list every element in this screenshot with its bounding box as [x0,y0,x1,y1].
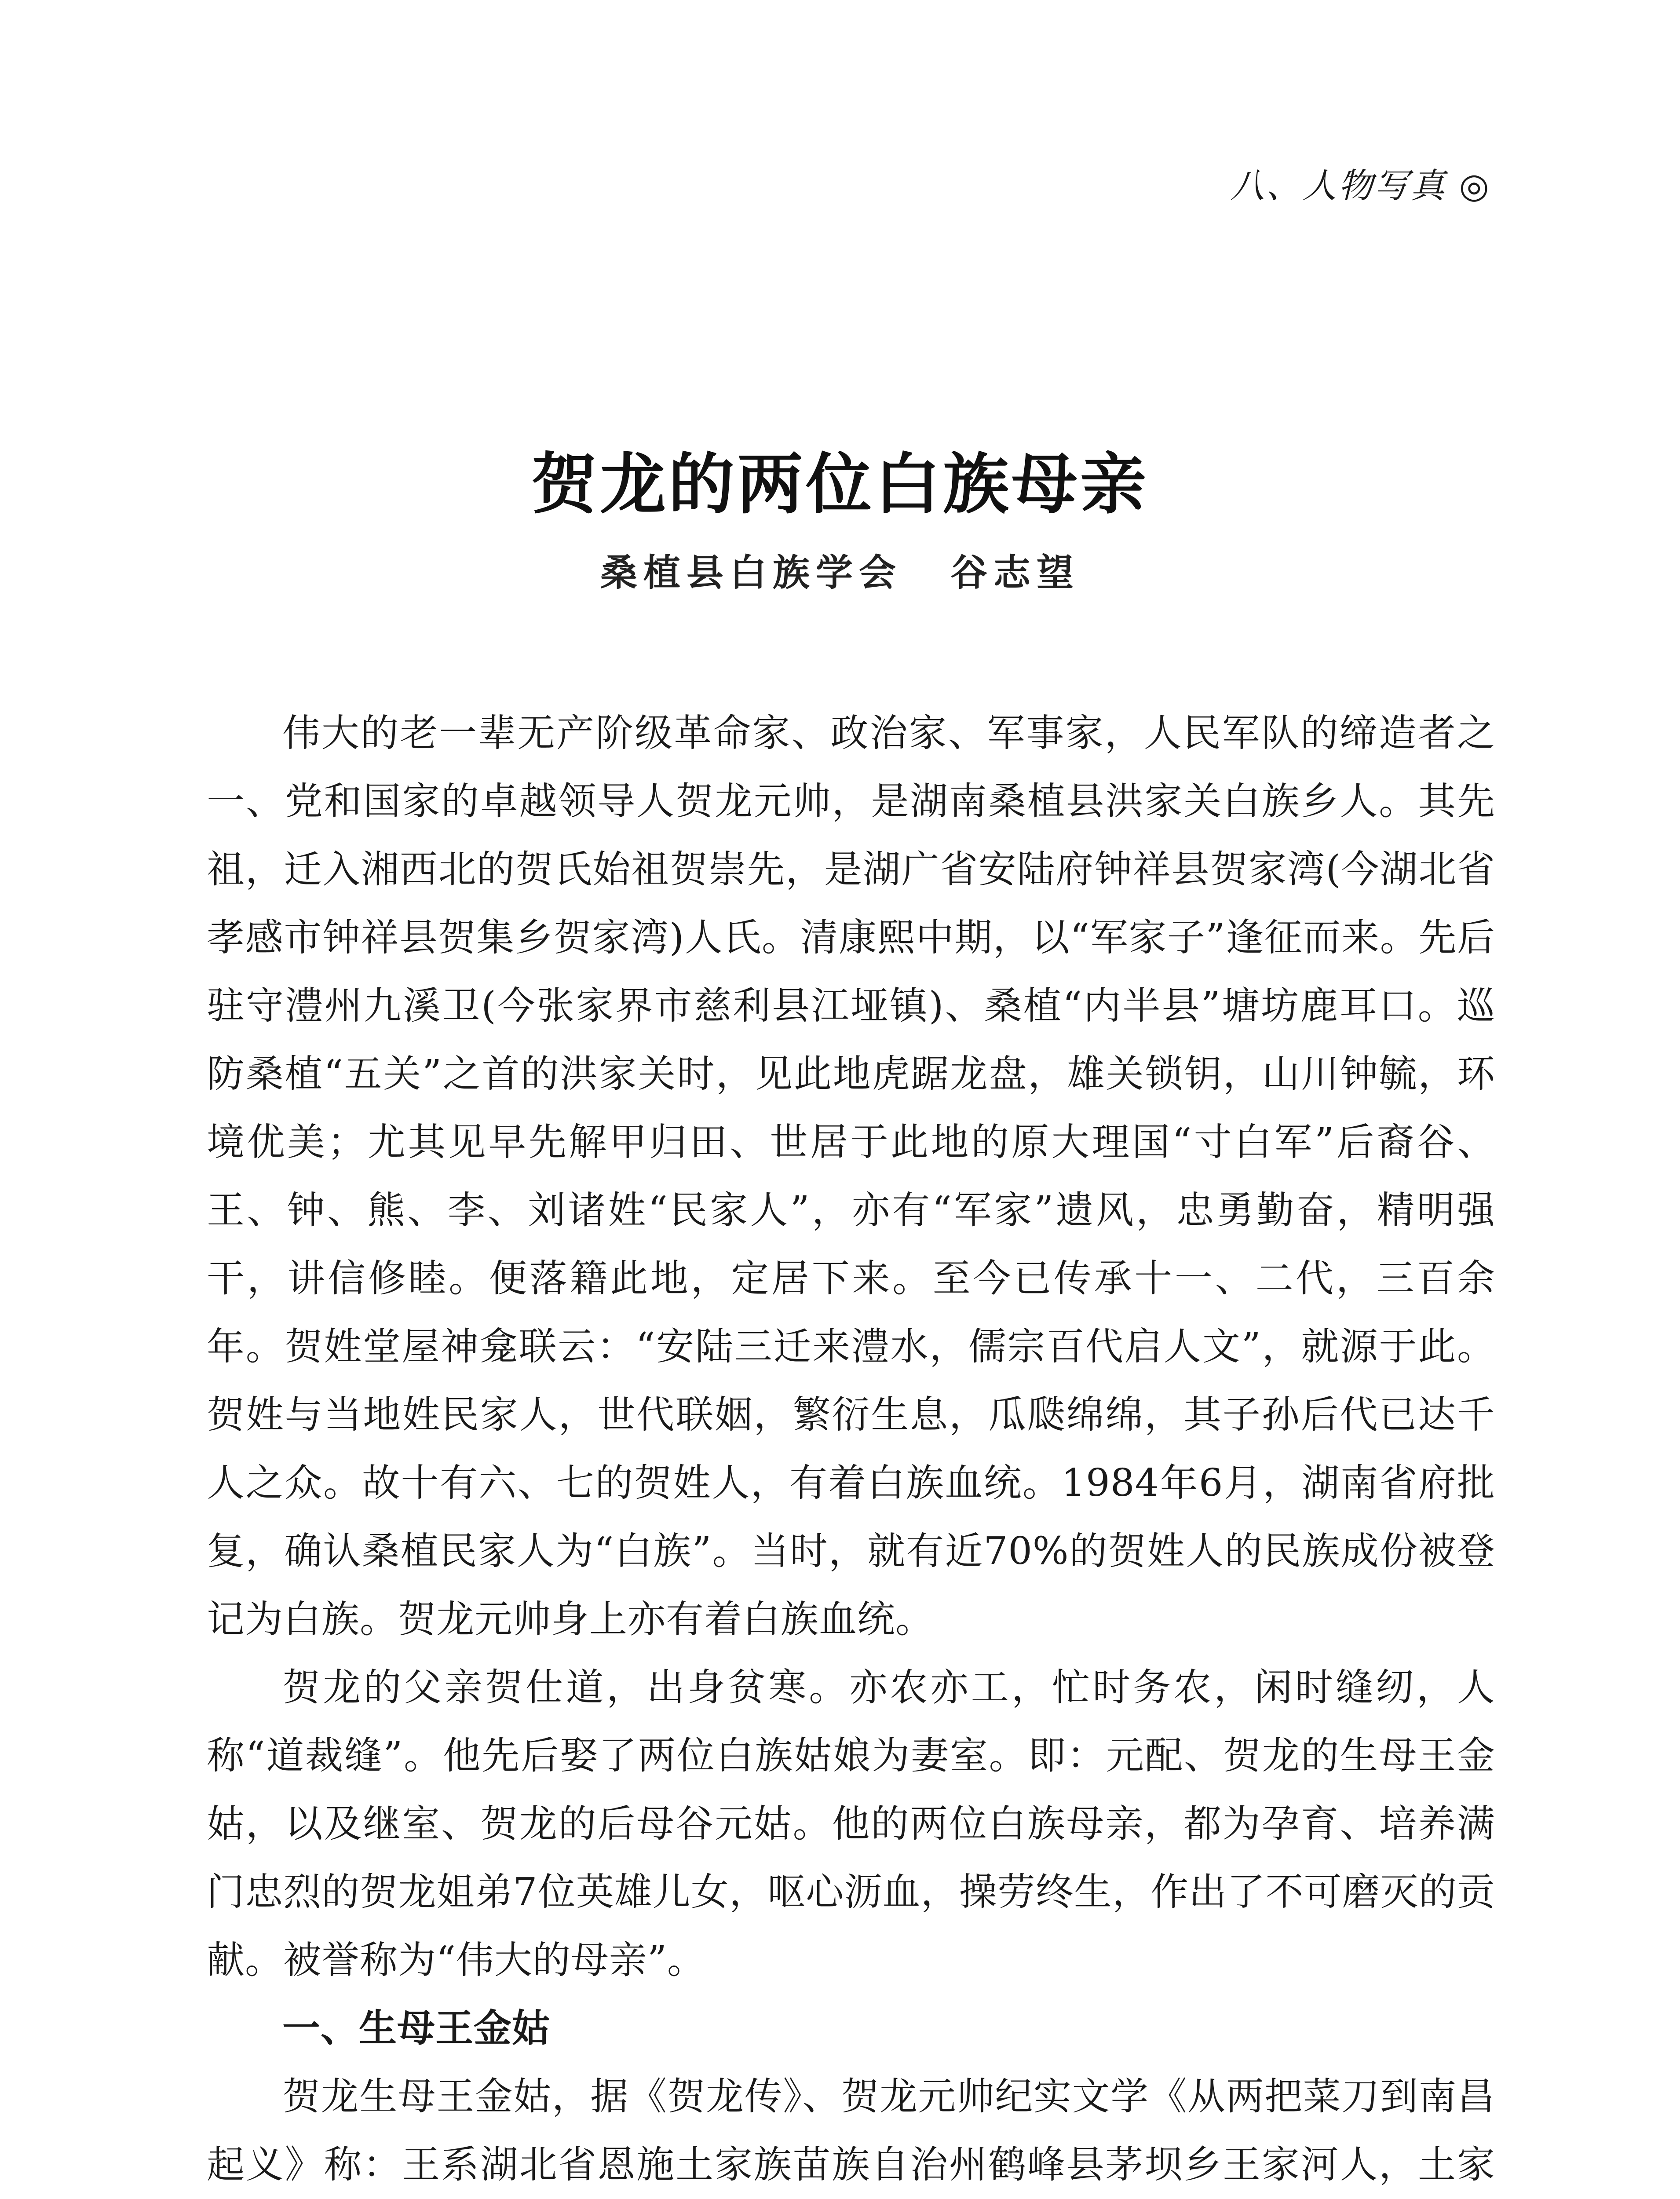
paragraph: 贺龙的父亲贺仕道，出身贫寒。亦农亦工，忙时务农，闲时缝纫，人称“道裁缝”。他先后娶了两位白族姑娘为妻室。即：元配、贺龙的生母王金姑，以及继室、贺龙的后母谷元姑。他的两位白族母亲，都为孕育、培养满门忠烈的贺龙姐弟7位英雄儿女，呕心沥血，操劳终生，作出了不可磨灭的贡献。被誉称为“伟大的母亲”。 [207,1666,1495,1982]
byline [0,543,1680,596]
section-heading: 一、生母王金姑 [282,2006,550,2050]
author-name: 谷志望 [950,551,1080,594]
running-head: 八、人物写真 ◎ [1230,166,1491,206]
article-title: 贺龙的两位白族母亲 [531,446,1149,523]
article-body [207,699,1495,2199]
paragraph: 贺龙生母王金姑，据《贺龙传》、贺龙元帅纪实文学《从两把菜刀到南昌起义》称：王系湖北省恩施土家族苗族自治州鹤峰县茅坝乡王家河人，土家 [207,2075,1495,2187]
paragraph: 伟大的老一辈无产阶级革命家、政治家、军事家，人民军队的缔造者之一、党和国家的卓越领导人贺龙元帅，是湖南桑植县洪家关白族乡人。其先祖，迁入湘西北的贺氏始祖贺崇先，是湖广省安陆府钟祥县贺家湾(今湖北省孝感市钟祥县贺集乡贺家湾)人氏。清康熙中期，以“军家子”逢征而来。先后驻守澧州九溪卫(今张家界市慈利县江垭镇)、桑植“内半县”塘坊鹿耳口。巡防桑植“五关”之首的洪家关时，见此地虎踞龙盘，雄关锁钥，山川钟毓，环境优美；尤其见早先解甲归田、世居于此地的原大理国“寸白军”后裔谷、王、钟、熊、李、刘诸姓“民家人”，亦有“军家”遗风，忠勇勤奋，精明强干，讲信修睦。便落籍此地，定居下来。至今已传承十一、二代，三百余年。贺姓堂屋神龛联云：“安陆三迁来澧水，儒宗百代启人文”，就源于此。贺姓与当地姓民家人，世代联姻，繁衍生息，瓜瓞绵绵，其子孙后代已达千人之众。故十有六、七的贺姓人，有着白族血统。1984年6月，湖南省府批复，确认桑植民家人为“白族”。当时，就有近70%的贺姓人的民族成份被登记为白族。贺龙元帅身上亦有着白族血统。 [207,711,1495,1641]
author-organization: 桑植县白族学会 [600,551,902,594]
